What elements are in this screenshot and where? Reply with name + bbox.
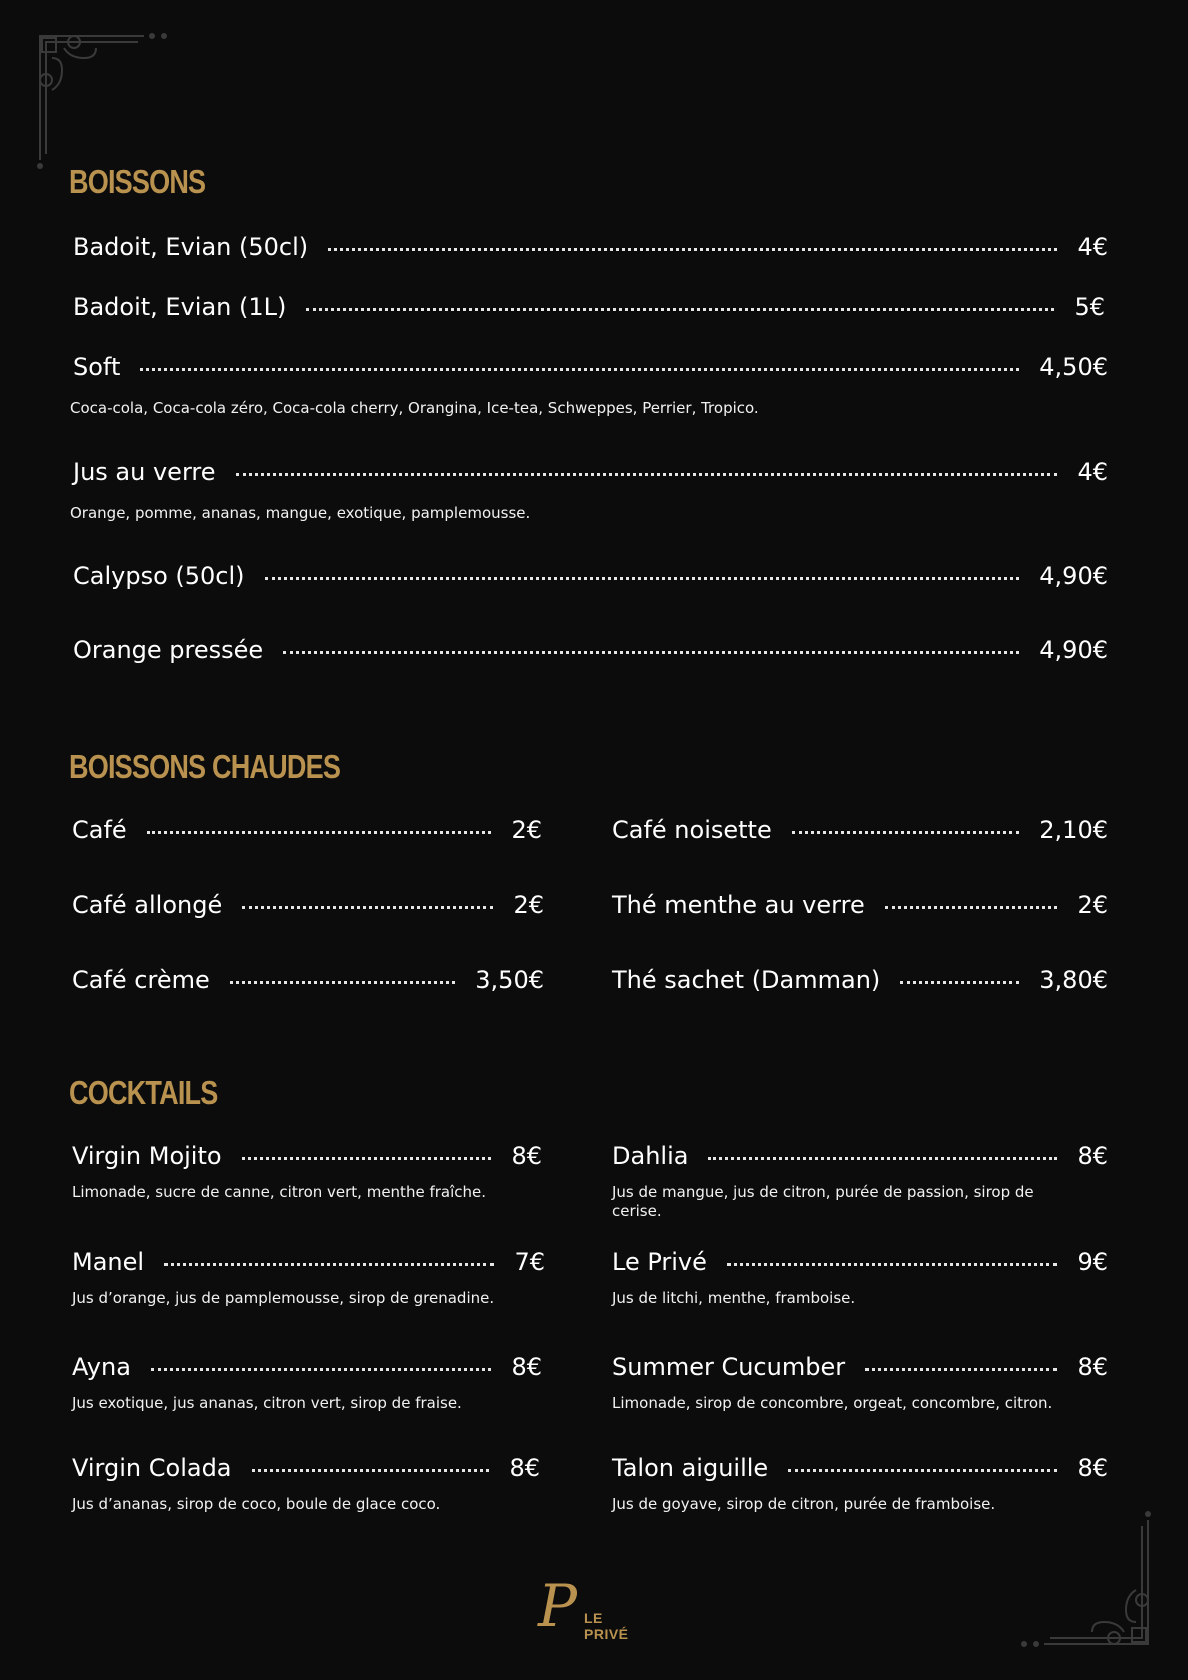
- dot-leader: [328, 248, 1057, 251]
- item-name: Thé menthe au verre: [612, 891, 865, 919]
- dot-leader: [140, 368, 1019, 371]
- item-description: Orange, pomme, ananas, mangue, exotique, pamplemousse.: [70, 504, 531, 522]
- logo-text: LE PRIVÉ: [584, 1610, 629, 1642]
- menu-item: [612, 1453, 1108, 1483]
- menu-item: [612, 815, 1108, 845]
- menu-item: [612, 1141, 1108, 1171]
- menu-item: [612, 965, 1108, 995]
- item-price: 8€: [1077, 1353, 1108, 1381]
- brand-logo: [538, 1572, 638, 1642]
- section-title-boissons: BOISSONS: [69, 163, 206, 200]
- item-price: 7€: [514, 1248, 545, 1276]
- item-price: 2€: [511, 816, 542, 844]
- item-name: Dahlia: [612, 1142, 689, 1170]
- item-price: 8€: [511, 1142, 542, 1170]
- item-name: Badoit, Evian (1L): [73, 293, 287, 321]
- dot-leader: [900, 981, 1019, 984]
- item-name: Talon aiguille: [612, 1454, 769, 1482]
- dot-leader: [164, 1263, 494, 1266]
- item-name: Manel: [72, 1248, 145, 1276]
- menu-item: [612, 1352, 1108, 1382]
- item-price: 4,90€: [1039, 562, 1108, 590]
- dot-leader: [236, 473, 1058, 476]
- menu-item: [72, 815, 542, 845]
- item-price: 4,50€: [1039, 353, 1108, 381]
- item-price: 8€: [509, 1454, 540, 1482]
- item-description: Limonade, sucre de canne, citron vert, menthe fraîche.: [72, 1183, 487, 1201]
- menu-item: [72, 1247, 545, 1277]
- menu-item: [72, 890, 544, 920]
- corner-ornament-top-left: [34, 30, 184, 170]
- item-description: Limonade, sirop de concombre, orgeat, concombre, citron.: [612, 1394, 1053, 1412]
- menu-item: [73, 352, 1108, 382]
- item-description: Jus de goyave, sirop de citron, purée de framboise.: [612, 1495, 996, 1513]
- menu-item: [72, 1453, 540, 1483]
- dot-leader: [242, 1157, 492, 1160]
- item-price: 5€: [1074, 293, 1105, 321]
- item-price: 2€: [1077, 891, 1108, 919]
- menu-item: [72, 965, 544, 995]
- item-price: 2,10€: [1039, 816, 1108, 844]
- item-price: 9€: [1077, 1248, 1108, 1276]
- item-price: 4,90€: [1039, 636, 1108, 664]
- dot-leader: [792, 831, 1020, 834]
- item-price: 3,80€: [1039, 966, 1108, 994]
- dot-leader: [230, 981, 456, 984]
- item-name: Soft: [73, 353, 121, 381]
- item-price: 8€: [511, 1353, 542, 1381]
- item-name: Summer Cucumber: [612, 1353, 846, 1381]
- item-description: Jus de litchi, menthe, framboise.: [612, 1289, 856, 1307]
- dot-leader: [865, 1368, 1057, 1371]
- item-description: Jus d’orange, jus de pamplemousse, sirop de grenadine.: [72, 1289, 495, 1307]
- menu-item: [73, 457, 1108, 487]
- item-name: Ayna: [72, 1353, 131, 1381]
- item-name: Café crème: [72, 966, 210, 994]
- dot-leader: [788, 1469, 1057, 1472]
- item-price: 2€: [513, 891, 544, 919]
- item-price: 3,50€: [475, 966, 544, 994]
- dot-leader: [727, 1263, 1058, 1266]
- item-name: Badoit, Evian (50cl): [73, 233, 309, 261]
- menu-item: [612, 1247, 1108, 1277]
- dot-leader: [265, 577, 1020, 580]
- item-description: Jus exotique, jus ananas, citron vert, sirop de fraise.: [72, 1394, 462, 1412]
- dot-leader: [885, 906, 1058, 909]
- item-description: Jus de mangue, jus de citron, purée de passion, sirop de cerise.: [612, 1183, 1034, 1220]
- item-description: Coca-cola, Coca-cola zéro, Coca-cola cherry, Orangina, Ice-tea, Schweppes, Perrier, Tropico.: [70, 399, 759, 417]
- menu-item: [73, 561, 1108, 591]
- menu-item: [72, 1352, 542, 1382]
- item-name: Café allongé: [72, 891, 223, 919]
- section-title-cocktails: COCKTAILS: [69, 1074, 218, 1111]
- item-name: Orange pressée: [73, 636, 264, 664]
- section-title-boissons-chaudes: BOISSONS CHAUDES: [69, 748, 341, 785]
- item-name: Le Privé: [612, 1248, 707, 1276]
- item-name: Virgin Colada: [72, 1454, 232, 1482]
- item-name: Café: [72, 816, 127, 844]
- item-name: Café noisette: [612, 816, 772, 844]
- menu-item: [73, 292, 1105, 322]
- item-name: Virgin Mojito: [72, 1142, 222, 1170]
- item-description: Jus d’ananas, sirop de coco, boule de glace coco.: [72, 1495, 441, 1513]
- logo-monogram: P: [538, 1572, 578, 1640]
- dot-leader: [306, 308, 1054, 311]
- item-name: Thé sachet (Damman): [612, 966, 881, 994]
- item-price: 8€: [1077, 1454, 1108, 1482]
- menu-item: [72, 1141, 542, 1171]
- menu-item: [73, 635, 1108, 665]
- dot-leader: [283, 651, 1019, 654]
- item-price: 8€: [1077, 1142, 1108, 1170]
- item-name: Calypso (50cl): [73, 562, 245, 590]
- item-name: Jus au verre: [73, 458, 216, 486]
- item-price: 4€: [1077, 458, 1108, 486]
- dot-leader: [242, 906, 493, 909]
- menu-item: [612, 890, 1108, 920]
- corner-ornament-bottom-right: [1004, 1510, 1154, 1650]
- dot-leader: [708, 1157, 1057, 1160]
- dot-leader: [147, 831, 492, 834]
- item-price: 4€: [1077, 233, 1108, 261]
- dot-leader: [151, 1368, 492, 1371]
- dot-leader: [252, 1469, 490, 1472]
- menu-item: [73, 232, 1108, 262]
